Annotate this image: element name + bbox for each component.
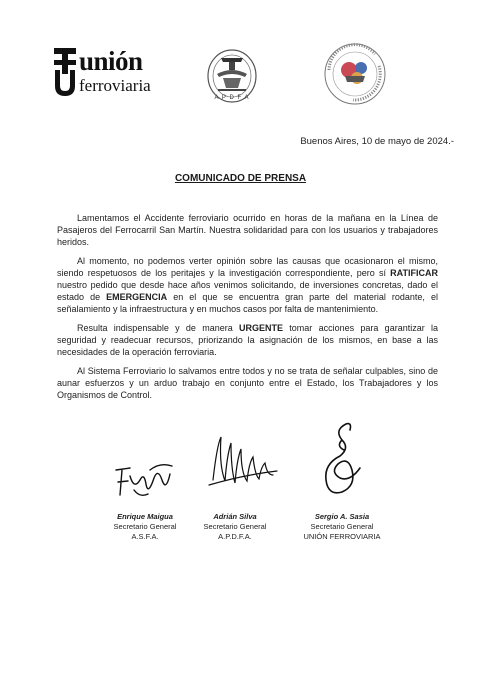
document-body xyxy=(57,212,438,401)
document-title-text: COMUNICADO DE PRENSA xyxy=(174,173,307,184)
emphasis-ratificar: RATIFICAR xyxy=(390,268,438,278)
emphasis-emergencia: EMERGENCIA xyxy=(106,292,168,302)
union-ferroviaria-logo xyxy=(52,44,170,102)
signature-sasia xyxy=(316,420,366,500)
signatory-role: Secretario General xyxy=(113,522,177,531)
union-logo-line2: ferroviaria xyxy=(79,76,151,95)
signatory-2 xyxy=(190,512,280,542)
signatures-area xyxy=(0,420,481,570)
signatory-name: Sergio A. Sasia xyxy=(314,512,370,521)
paragraph-1: Lamentamos el Accidente ferroviario ocurrido en horas de la mañana en la Línea de Pasajeros del Ferrocarril San Martín. Nuestra solidaridad para con los usuarios y trabajadores heridos. xyxy=(57,213,438,247)
signatory-role: Secretario General xyxy=(203,522,267,531)
signatory-org: A.S.F.A. xyxy=(131,532,159,541)
signatory-name: Enrique Maigua xyxy=(117,512,173,521)
document-date: Buenos Aires, 10 de mayo de 2024.- xyxy=(300,136,454,147)
paragraph-4: Al Sistema Ferroviario lo salvamos entre todos y no se trata de señalar culpables, sino de aunar esfuerzos y un arduo trabajo en conjunto entre el Estado, los Trabajadores y los Organismos de Control. xyxy=(57,366,438,400)
signatory-1 xyxy=(100,512,190,542)
signature-maigua xyxy=(110,440,180,510)
apdfa-logo-text: A P D F A xyxy=(214,95,250,101)
signature-silva xyxy=(203,425,283,495)
union-logo-line1: unión xyxy=(79,46,143,76)
asfa-logo xyxy=(323,42,387,106)
document-title xyxy=(0,173,481,184)
signatory-3 xyxy=(292,512,392,542)
paragraph-2: Al momento, no podemos verter opinión sobre las causas que ocasionaron el mismo, siendo respetuosos de los peritajes y la investigación correspondiente, pero sí RATIFICAR nuestro pedido que desde hace años venimos solicitando, de inversiones concretas, dado el estado de EMERGENCIA en el que se encuentra gran parte del material rodante, el señalamiento y la infraestructura y en muchos casos por falta de mantenimiento. xyxy=(57,256,438,314)
paragraph-3: Resulta indispensable y de manera URGENTE tomar acciones para garantizar la seguridad y readecuar recursos, priorizando la asignación de los mismos, en base a las necesidades de la operación ferroviaria. xyxy=(57,323,438,357)
signatory-org: A.P.D.F.A. xyxy=(218,532,252,541)
signatory-role: Secretario General xyxy=(310,522,374,531)
emphasis-urgente: URGENTE xyxy=(239,323,284,333)
signatory-org: UNIÓN FERROVIARIA xyxy=(303,532,381,541)
apdfa-logo xyxy=(205,48,259,104)
signatory-name: Adrián Silva xyxy=(213,512,257,521)
union-ferroviaria-emblem-icon xyxy=(52,46,78,98)
